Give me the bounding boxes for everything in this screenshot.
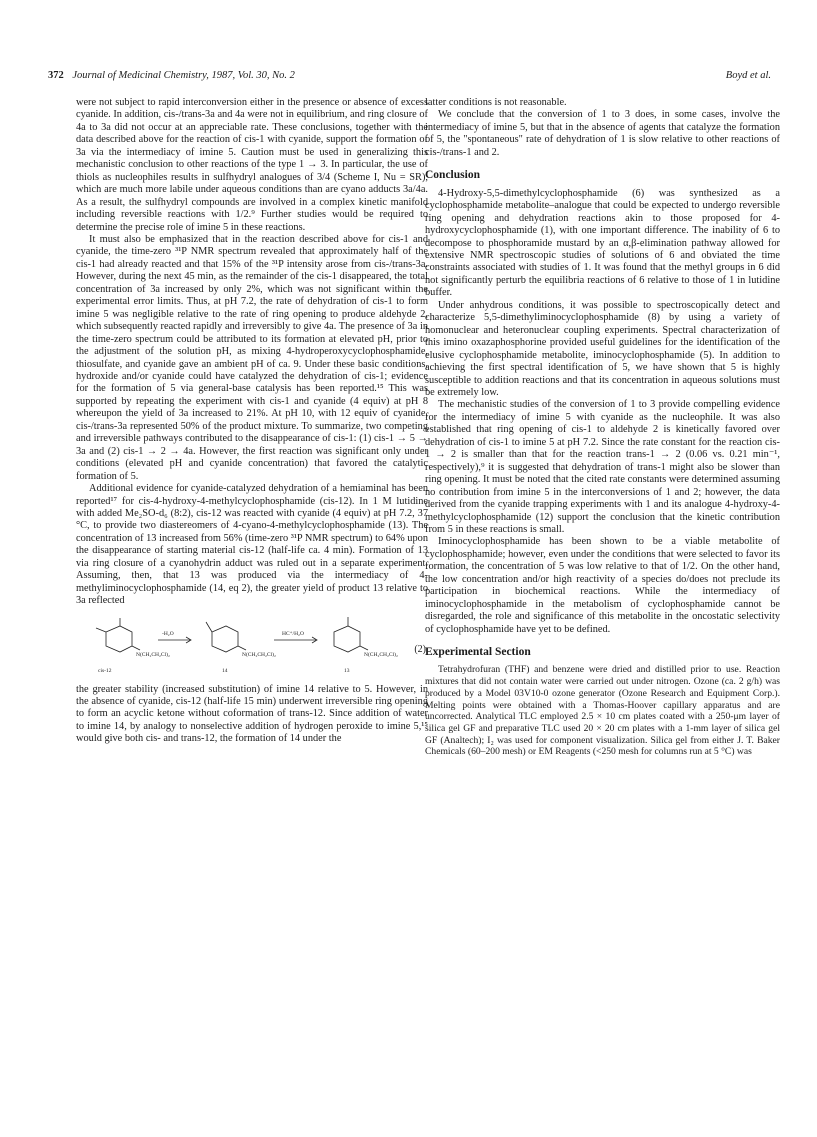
equation-number: (2) [414,643,426,655]
ring-structure-2 [212,626,238,652]
substituent-1: N(CH₂CH₂Cl)₂ [136,651,170,658]
paragraph: Additional evidence for cyanide-catalyzed dehydration of a hemiaminal has been reported¹⁷ for cis-4-hydroxy-4-methylcyclophosphamide (cis-12). In 1 M lutidine with added Me₂SO-d₆ (8:2), cis-12 was reacted with cyanide (4 equiv) at pH 7.2, 37 °C, to provide two diastereomers of 4-cyano-4-methylcyclophosphamide (13). The concentration of 13 increased from 56% (time-zero ³¹P NMR spectrum) to 64% upon the disappearance of starting material cis-12 (half-life ca. 4 min). Formation of 13 via ring closure of a cyanohydrin adduct was ruled out in a separate experiment. Assuming, then, that 13 was produced via the intermediacy of 4-methyliminocyclophosphamide (14, eq 2), the greater yield of product 13 relative to 3a reflected [76,483,428,607]
paragraph: latter conditions is not reasonable. [425,97,567,108]
experimental-text [425,664,780,758]
left-column [76,97,428,746]
compound-label-14: 14 [222,667,228,674]
compound-label-cis-12: cis-12 [98,667,112,674]
journal-citation: Journal of Medicinal Chemistry, 1987, Vol. 30, No. 2 [72,70,295,81]
reagent-1: -H₂O [162,630,174,637]
paragraph: We conclude that the conversion of 1 to 3 does, in some cases, involve the intermediacy of imine 5, but that in the absence of agents that catalyze the formation of 5, the "spontaneous" rate of dehydration of 1 is slow relative to other reactions of cis-/trans-1 and 2. [425,109,780,158]
experimental-heading: Experimental Section [425,646,531,659]
reaction-scheme-drawing [76,614,406,678]
paragraph: Under anhydrous conditions, it was possible to spectroscopically detect and characterize 5,5-dimethyliminocyclophosphamide (8) by using a variety of homonuclear and heteronuclear coupling experiments. Spectral characterization of this imino oxazaphosphorine provided useful guidelines for the identification of the elusive cyclophosphamide metabolite, iminocyclophosphamide (5). In addition to achieving the first spectral identification of 5, we have shown that 5 is highly susceptible to addition reactions and that its concentration in aqueous solutions must be extremely low. [425,299,780,398]
paragraph: Tetrahydrofuran (THF) and benzene were dried and distilled prior to use. Reaction mixtures that did not contain water were carried out under nitrogen. Ozone (ca. 2 g/h) was produced by a Model 03V10-0 ozone generator (Ozone Research and Equipment Corp.). Melting points were obtained with a Thomas-Hoover capillary apparatus and are uncorrected. Analytical TLC employed 2.5 × 10 cm plates coated with a 250-μm layer of silica gel GF and preparative TLC used 20 × 20 cm plates with a 1-mm layer of silica gel GF (Analtech); I₂ was used for component visualization. Silica gel from either J. T. Baker Chemicals (60–200 mesh) or EM Reagents (<250 mesh for columns run at 5 °C) was [425,664,780,758]
compound-label-13: 13 [344,667,350,674]
paragraph: It must also be emphasized that in the reaction described above for cis-1 and cyanide, the time-zero ³¹P NMR spectrum revealed that approximately half of the cis-1 had already reacted and that 15% of the ³¹P intensity arose from cis-/trans-3a. However, during the next 45 min, as the remainder of the cis-1 disappeared, the total concentration of 3a increased by only 2%, which was not significant within the experimental error limits. Thus, at pH 7.2, the rate of dehydration of cis-1 to form imine 5 was negligible relative to the rate of ring opening to produce aldehyde 2, which subsequently reacted rapidly and irreversibly to give 4a. The presence of 3a in the time-zero spectrum could be attributed to its formation at elevated pH, prior to the adjustment of the solution pH, as mixing 4-hydroperoxycyclophosphamide, thiosulfate, and cyanide gave an ambient pH of ca. 9. Under these basic conditions, hydroxide and/or cyanide could have catalyzed the dehydration of cis-1; evidence for the formation of 5 via general-base catalysis has been reported.¹⁵ This was supported by repeating the experiment with cis-1 and cyanide (4 equiv) at pH 8 whereupon the yield of 3a increased to 21%. At pH 10, with 12 equiv of cyanide, cis-/trans-3a represented 50% of the product mixture. To summarize, two competing and irreversible pathways contributed to the disappearance of cis-1: (1) cis-1 → 5 → 3a and (2) cis-1 → 2 → 4a. However, the first reaction was significant only under conditions (elevated pH and cyanide concentration) that favored the catalytic formation of 5. [76,233,428,482]
paragraph: Iminocyclophosphamide has been shown to be a viable metabolite of cyclophosphamide; however, even under the conditions that were selected to favor its formation, the concentration of 5 was low relative to that of 1/2. On the other hand, the low concentration and/or high reactivity of a species do/does not preclude its participation in biochemical reactions. While the intermediacy of iminocyclophosphamide in the metabolism of cyclophosphamide cannot be disregarded, the role and significance of this metabolite in the oncostatic selectivity of cyclophosphamide have yet to be defined. [425,536,780,635]
paragraph: The mechanistic studies of the conversion of 1 to 3 provide compelling evidence for the intermediacy of imine 5 with cyanide as the nucleophile. It was also established that ring opening of cis-1 to aldehyde 2 is kinetically favored over dehydration of cis-1 to imine 5 at pH 7.2. Since the rate constant for the reaction cis-1 → 2 is smaller than that for the reaction trans-1 → 2 (0.06 vs. 0.21 min⁻¹, respectively),⁹ it is suggested that dehydration of trans-1 might also be slower than ring opening. It must be noted that the cited rate constants were determined assuming no contribution from imine 5 in the interconversions of 1 and 2; however, the data derived from the cyanide trapping experiments with 1 and its analogue 4-hydroxy-4-methylcyclophosphamide (12) support the conclusion that the kinetic contribution from 5 in these reactions is small. [425,399,780,535]
substituent-2: N(CH₂CH₂Cl)₂ [242,651,276,658]
paragraph: 4-Hydroxy-5,5-dimethylcyclophosphamide (6) was synthesized as a cyclophosphamide metabolite–analogue that could be expected to undergo reversible ring opening and dehydration reactions akin to those proposed for 4-hydroxycyclophosphamide (1), with one important difference. The inability of 6 to decompose to phosphoramide mustard by an α,β-elimination pathway allowed for extensive NMR spectroscopic studies of solutions of 6 and obviated the time constraints associated with studies of 1. It was found that the methyl groups in 6 did not significantly perturb the equilibria reactions of 6 relative to those of 1 in lutidine buffer. [425,187,780,299]
reagent-2: HC⁺/H₂O [282,630,304,637]
running-authors: Boyd et al. [725,70,771,81]
substituent-3: N(CH₂CH₂Cl)₂ [364,651,398,658]
paragraph: were not subject to rapid interconversion either in the presence or absence of excess cyanide. In addition, cis-/trans-3a and 4a were not in equilibrium, and ring closure of 4a to 3a did not occur at an appreciable rate. These conclusions, together with the data described above for the reaction of cis-1 with cyanide, support the formation of 3a via the intermediacy of imine 5. Caution must be used in generalizing this mechanistic conclusion to other reactions of the type 1 → 3. In particular, the use of thiols as nucleophiles results in sulfhydryl analogues of 3/4 (Scheme I, Nu = SR), which are much more labile under aqueous conditions than are cyano adducts 3a/4a. As a result, the sulfhydryl compounds are involved in a complex kinetic manifold including reversible reactions with 1/2.⁹ Further studies would be required to determine the precise role of imine 5 in these reactions. [76,97,428,233]
right-column [425,97,780,758]
ring-structure-3 [334,626,360,652]
conclusion-heading: Conclusion [425,169,480,182]
equation-2 [76,614,428,678]
page-number: 372 [48,70,64,81]
paragraph: the greater stability (increased substitution) of imine 14 relative to 5. However, in the absence of cyanide, cis-12 (half-life 15 min) underwent irreversible ring opening to form an acyclic ketone without coformation of trans-12. Since addition of water to imine 14, by analogy to nonselective addition of hydrogen peroxide to imine 5,¹⁵ would give both cis- and trans-12, the formation of 14 under the [76,683,428,745]
page-header [48,70,771,88]
ring-structure-1 [106,626,132,652]
